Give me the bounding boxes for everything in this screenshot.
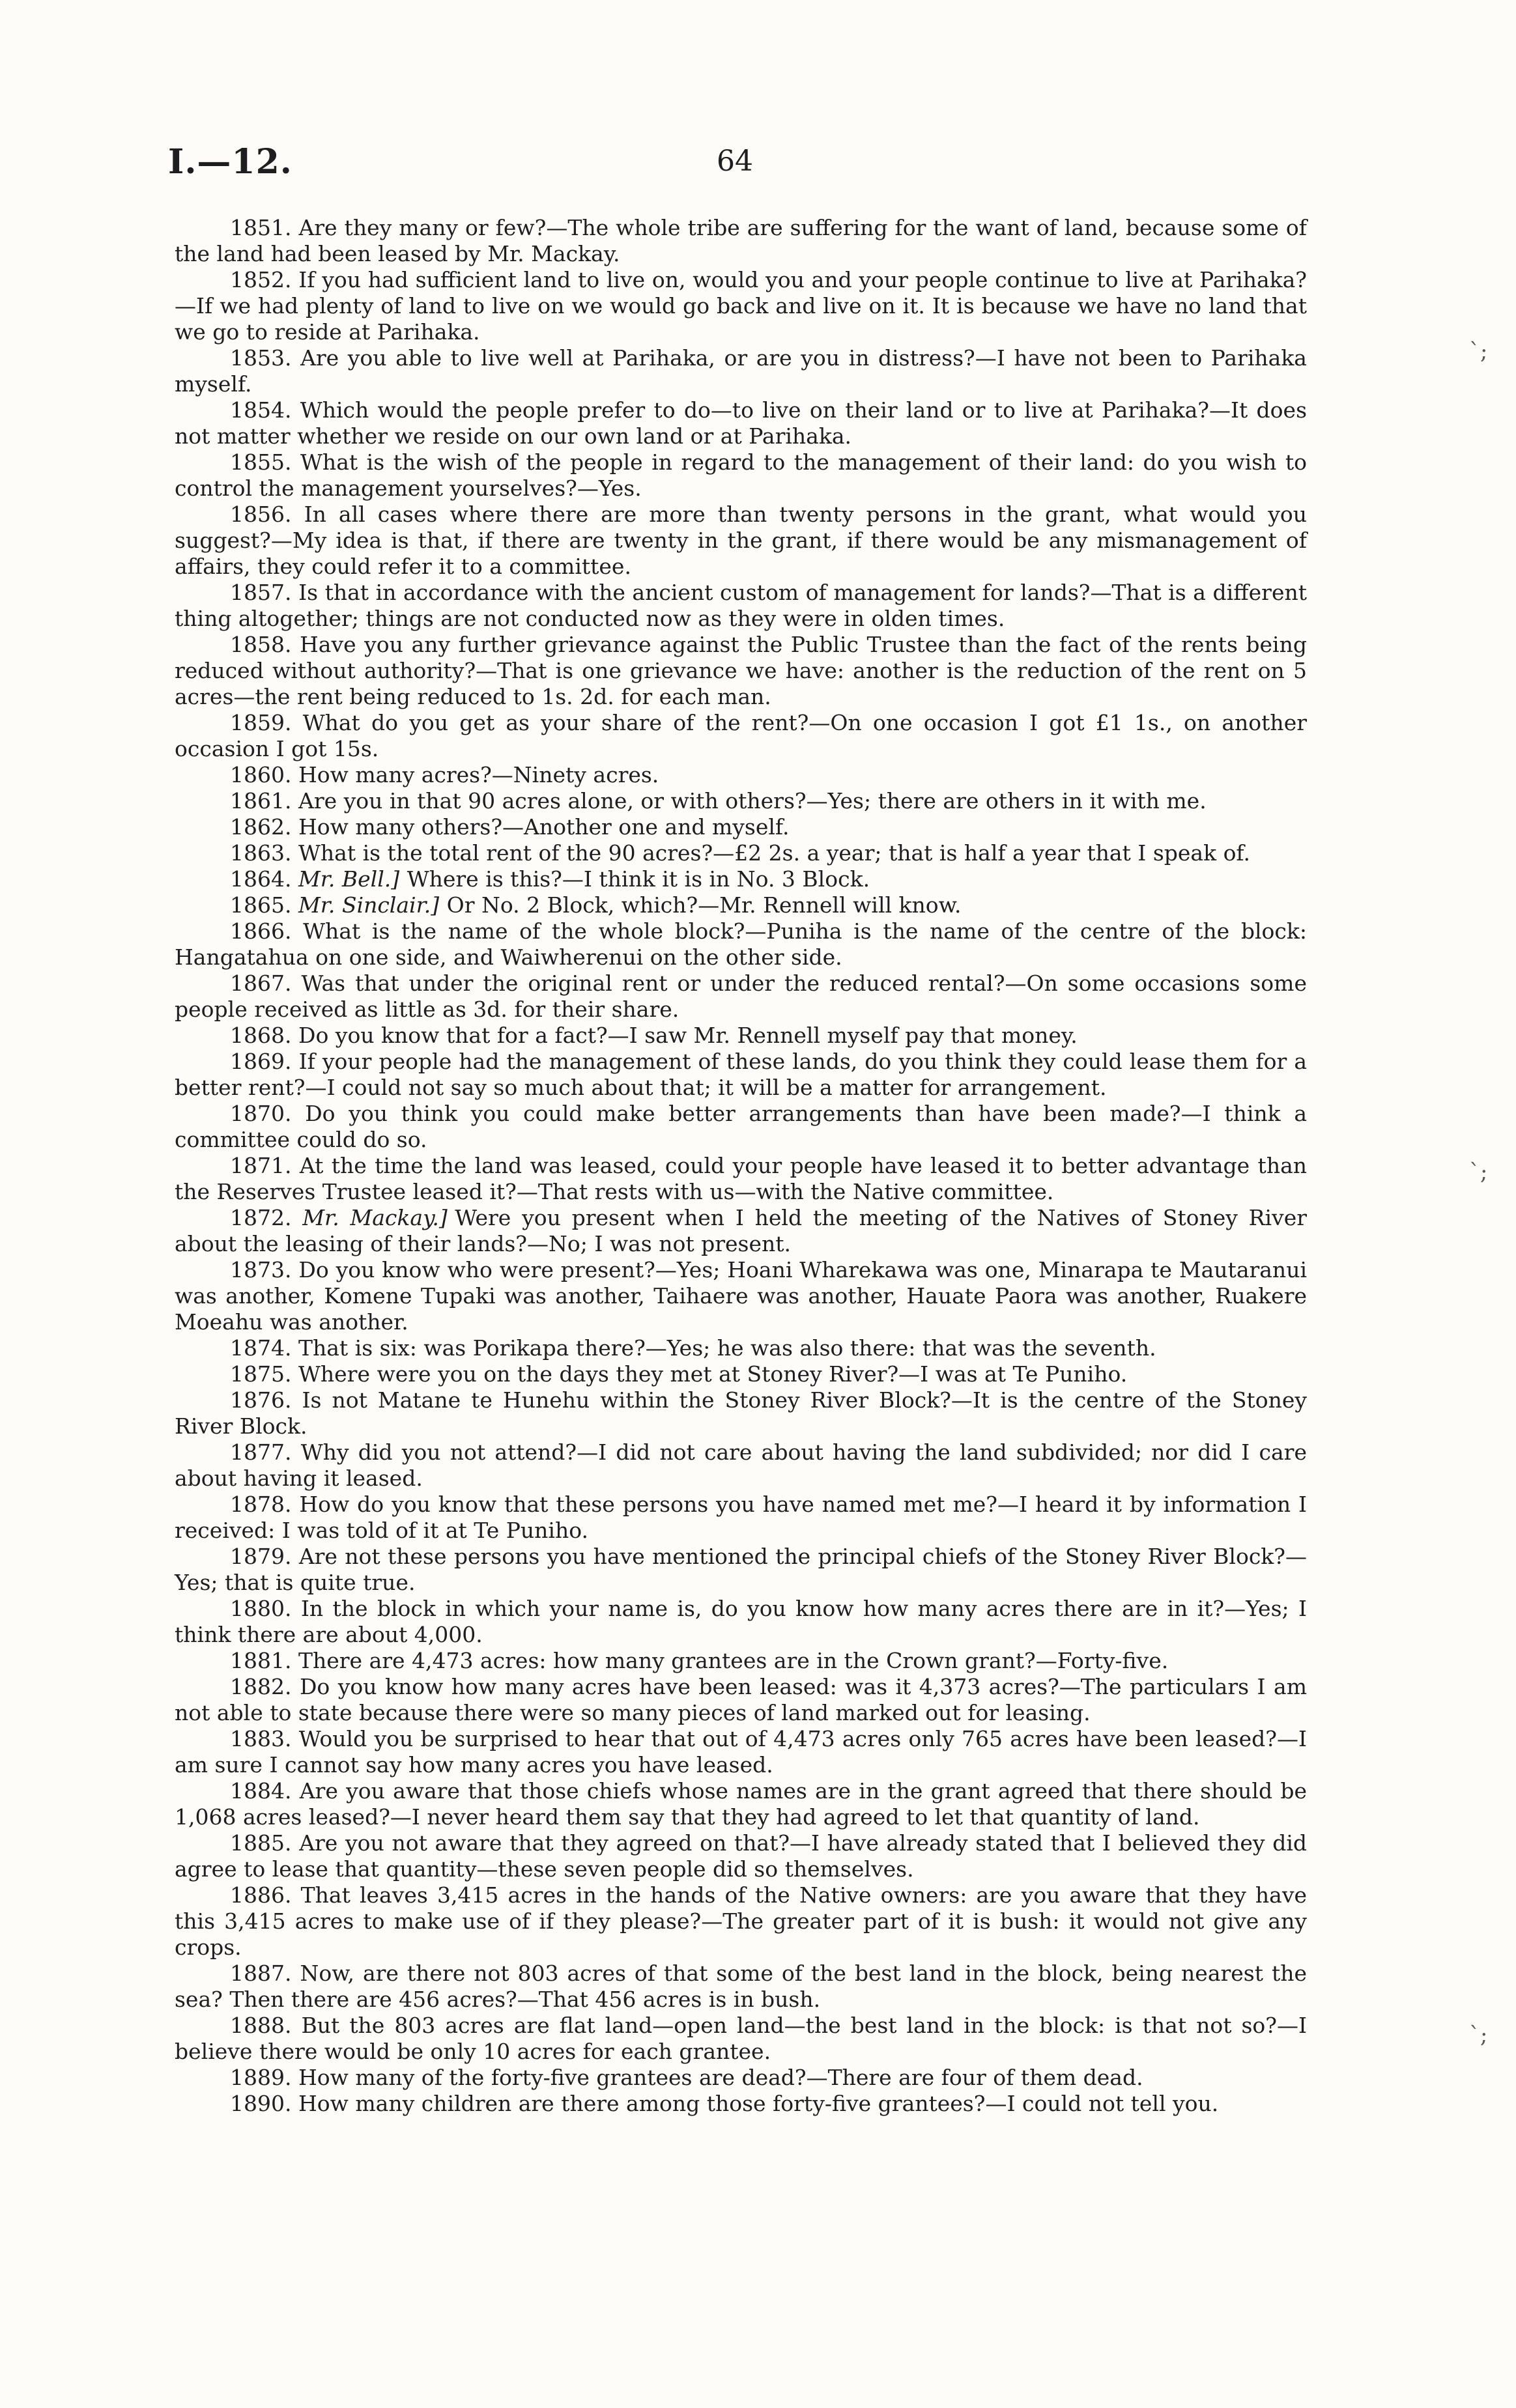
- testimony-item: [175, 267, 1307, 345]
- question-number: 1874.: [230, 1335, 292, 1361]
- question-answer-text: Or No. 2 Block, which?—Mr. Rennell will know.: [446, 892, 962, 918]
- question-number: 1888.: [230, 2013, 292, 2038]
- question-number: 1864.: [230, 866, 292, 892]
- question-number: 1852.: [230, 267, 292, 292]
- question-answer-text: Now, are there not 803 acres of that some of the best land in the block, being nearest the sea? Then there are 456 acres?—That 456 acres is in bush.: [175, 1961, 1307, 2012]
- question-answer-text: Are you able to live well at Parihaka, or are you in distress?—I have not been to Parihaka myself.: [175, 345, 1307, 397]
- question-answer-text: What do you get as your share of the rent?—On one occasion I got £1 1s., on another occasion I got 15s.: [175, 710, 1307, 761]
- question-answer-text: Which would the people prefer to do—to live on their land or to live at Parihaka?—It does not matter whether we reside on our own land or at Parihaka.: [175, 397, 1307, 449]
- testimony-item: [175, 710, 1307, 762]
- testimony-item: [175, 1961, 1307, 2013]
- question-answer-text: Have you any further grievance against the Public Trustee than the fact of the rents being reduced without authority?—That is one grievance we have: another is the reduction of the rent on 5 acres—the rent being reduced to 1s. 2d. for each man.: [175, 632, 1307, 709]
- testimony-item: [175, 1830, 1307, 1882]
- question-number: 1880.: [230, 1596, 292, 1621]
- question-answer-text: Where were you on the days they met at Stoney River?—I was at Te Puniho.: [298, 1361, 1128, 1387]
- question-answer-text: Do you know how many acres have been leased: was it 4,373 acres?—The particulars I am not able to state because there were so many pieces of land marked out for leasing.: [175, 1674, 1307, 1725]
- question-number: 1871.: [230, 1153, 292, 1178]
- testimony-item: [175, 1439, 1307, 1492]
- question-answer-text: Are they many or few?—The whole tribe are suffering for the want of land, because some of the land had been leased by Mr. Mackay.: [175, 215, 1307, 266]
- margin-mark: ˋ;: [1469, 2022, 1488, 2048]
- question-number: 1863.: [230, 840, 292, 866]
- testimony-item: [175, 1153, 1307, 1205]
- testimony-item: [175, 345, 1307, 397]
- question-answer-text: What is the name of the whole block?—Puniha is the name of the centre of the block: Hangatahua on one side, and Waiwherenui on the other side.: [175, 918, 1307, 970]
- question-answer-text: Were you present when I held the meeting of the Natives of Stoney River about the leasing of their lands?—No; I was not present.: [175, 1205, 1307, 1256]
- testimony-item: [175, 866, 1307, 892]
- question-number: 1873.: [230, 1257, 292, 1282]
- testimony-item: [175, 449, 1307, 502]
- testimony-item: [175, 1257, 1307, 1335]
- margin-mark: ˋ;: [1469, 1159, 1488, 1185]
- question-answer-text: Do you know who were present?—Yes; Hoani Wharekawa was one, Minarapa te Mautaranui was another, Komene Tupaki was another, Taihaere was another, Hauate Paora was another, Ruakere Moeahu was another.: [175, 1257, 1307, 1335]
- question-answer-text: Are you in that 90 acres alone, or with others?—Yes; there are others in it with me.: [298, 788, 1207, 814]
- speaker-label: Mr. Bell.]: [298, 866, 400, 892]
- testimony-item: [175, 1596, 1307, 1648]
- question-number: 1861.: [230, 788, 292, 814]
- testimony-item: [175, 502, 1307, 580]
- question-number: 1858.: [230, 632, 292, 657]
- testimony-item: [175, 2065, 1307, 2091]
- testimony-item: [175, 1726, 1307, 1778]
- testimony-item: [175, 2091, 1307, 2117]
- question-answer-text: Where is this?—I think it is in No. 3 Block.: [407, 866, 870, 892]
- question-number: 1882.: [230, 1674, 292, 1699]
- margin-mark: ˋ;: [1469, 339, 1488, 365]
- page-number: 64: [717, 145, 753, 178]
- testimony-item: [175, 1023, 1307, 1049]
- testimony-item: [175, 1544, 1307, 1596]
- question-answer-text: If you had sufficient land to live on, would you and your people continue to live at Parihaka?—If we had plenty of land to live on we would go back and live on it. It is because we have no land that we go to reside at Parihaka.: [175, 267, 1307, 345]
- question-number: 1881.: [230, 1648, 292, 1673]
- testimony-item: [175, 788, 1307, 814]
- question-answer-text: What is the wish of the people in regard to the management of their land: do you wish to control the management yourselves?—Yes.: [175, 449, 1307, 501]
- testimony-item: [175, 397, 1307, 449]
- question-number: 1867.: [230, 970, 292, 996]
- question-number: 1875.: [230, 1361, 292, 1387]
- testimony-item: [175, 762, 1307, 788]
- question-answer-text: Do you think you could make better arrangements than have been made?—I think a committee could do so.: [175, 1101, 1307, 1152]
- page-header: [168, 142, 1309, 188]
- question-number: 1859.: [230, 710, 292, 735]
- testimony-item: [175, 970, 1307, 1023]
- testimony-item: [175, 632, 1307, 710]
- question-number: 1889.: [230, 2065, 292, 2090]
- testimony-item: [175, 2013, 1307, 2065]
- speaker-label: Mr. Mackay.]: [302, 1205, 448, 1230]
- question-answer-text: That is six: was Porikapa there?—Yes; he was also there: that was the seventh.: [298, 1335, 1156, 1361]
- testimony-item: [175, 1361, 1307, 1387]
- testimony-item: [175, 1778, 1307, 1830]
- question-answer-text: How many acres?—Ninety acres.: [298, 762, 659, 787]
- question-number: 1857.: [230, 580, 292, 605]
- question-answer-text: Is not Matane te Hunehu within the Stoney River Block?—It is the centre of the Stoney River Block.: [175, 1387, 1307, 1439]
- testimony-item: [175, 580, 1307, 632]
- question-number: 1877.: [230, 1439, 292, 1465]
- question-answer-text: How many children are there among those forty-five grantees?—I could not tell you.: [298, 2091, 1219, 2116]
- question-answer-text: Why did you not attend?—I did not care about having the land subdivided; nor did I care about having it leased.: [175, 1439, 1307, 1491]
- question-answer-text: Are you aware that those chiefs whose names are in the grant agreed that there should be 1,068 acres leased?—I never heard them say that they had agreed to let that quantity of land.: [175, 1778, 1307, 1830]
- question-answer-text: If your people had the management of these lands, do you think they could lease them for a better rent?—I could not say so much about that; it will be a matter for arrangement.: [175, 1049, 1307, 1100]
- question-number: 1878.: [230, 1492, 292, 1517]
- question-answer-text: Would you be surprised to hear that out of 4,473 acres only 765 acres have been leased?—I am sure I cannot say how many acres you have leased.: [175, 1726, 1307, 1778]
- document-id: I.—12.: [168, 142, 293, 182]
- question-number: 1851.: [230, 215, 292, 240]
- question-answer-text: There are 4,473 acres: how many grantees are in the Crown grant?—Forty-five.: [298, 1648, 1169, 1673]
- question-number: 1868.: [230, 1023, 292, 1048]
- question-answer-text: Do you know that for a fact?—I saw Mr. Rennell myself pay that money.: [298, 1023, 1078, 1048]
- testimony-item: [175, 1205, 1307, 1257]
- question-answer-text: Are not these persons you have mentioned the principal chiefs of the Stoney River Block?—Yes; that is quite true.: [175, 1544, 1308, 1595]
- testimony-item: [175, 1049, 1307, 1101]
- question-number: 1854.: [230, 397, 292, 423]
- question-number: 1879.: [230, 1544, 292, 1569]
- testimony-item: [175, 1648, 1307, 1674]
- testimony-body: [175, 215, 1307, 2117]
- question-number: 1860.: [230, 762, 292, 787]
- question-answer-text: Are you not aware that they agreed on that?—I have already stated that I believed they did agree to lease that quantity—these seven people did so themselves.: [175, 1830, 1307, 1882]
- testimony-item: [175, 1101, 1307, 1153]
- question-number: 1886.: [230, 1882, 292, 1908]
- question-answer-text: What is the total rent of the 90 acres?—£2 2s. a year; that is half a year that I speak of.: [298, 840, 1250, 866]
- speaker-label: Mr. Sinclair.]: [298, 892, 440, 918]
- question-number: 1866.: [230, 918, 292, 944]
- question-answer-text: At the time the land was leased, could your people have leased it to better advantage than the Reserves Trustee leased it?—That rests with us—with the Native committee.: [175, 1153, 1307, 1204]
- question-number: 1855.: [230, 449, 292, 475]
- testimony-item: [175, 1882, 1307, 1961]
- question-number: 1883.: [230, 1726, 292, 1751]
- testimony-item: [175, 1492, 1307, 1544]
- question-answer-text: In the block in which your name is, do you know how many acres there are in it?—Yes; I think there are about 4,000.: [175, 1596, 1307, 1647]
- testimony-item: [175, 1674, 1307, 1726]
- question-number: 1876.: [230, 1387, 292, 1413]
- question-answer-text: How many others?—Another one and myself.: [298, 814, 790, 840]
- testimony-item: [175, 814, 1307, 840]
- testimony-item: [175, 1387, 1307, 1439]
- question-answer-text: How many of the forty-five grantees are dead?—There are four of them dead.: [298, 2065, 1143, 2090]
- question-answer-text: How do you know that these persons you have named met me?—I heard it by information I received: I was told of it at Te Puniho.: [175, 1492, 1308, 1543]
- testimony-item: [175, 1335, 1307, 1361]
- question-number: 1872.: [230, 1205, 292, 1230]
- question-number: 1870.: [230, 1101, 292, 1126]
- question-number: 1885.: [230, 1830, 292, 1856]
- question-number: 1862.: [230, 814, 292, 840]
- testimony-item: [175, 840, 1307, 866]
- question-answer-text: Is that in accordance with the ancient custom of management for lands?—That is a different thing altogether; things are not conducted now as they were in olden times.: [175, 580, 1307, 631]
- question-number: 1853.: [230, 345, 292, 371]
- question-answer-text: That leaves 3,415 acres in the hands of the Native owners: are you aware that they have this 3,415 acres to make use of if they please?—The greater part of it is bush: it would not give any crops.: [175, 1882, 1307, 1960]
- question-number: 1887.: [230, 1961, 292, 1986]
- question-answer-text: In all cases where there are more than twenty persons in the grant, what would you suggest?—My idea is that, if there are twenty in the grant, if there would be any mismanagement of affairs, they could refer it to a committee.: [175, 502, 1307, 579]
- question-number: 1869.: [230, 1049, 292, 1074]
- question-answer-text: But the 803 acres are flat land—open land—the best land in the block: is that not so?—I believe there would be only 10 acres for each grantee.: [175, 2013, 1307, 2064]
- question-number: 1865.: [230, 892, 292, 918]
- testimony-item: [175, 918, 1307, 970]
- question-number: 1856.: [230, 502, 292, 527]
- testimony-item: [175, 215, 1307, 267]
- question-answer-text: Was that under the original rent or under the reduced rental?—On some occasions some people received as little as 3d. for their share.: [175, 970, 1307, 1022]
- question-number: 1884.: [230, 1778, 292, 1804]
- question-number: 1890.: [230, 2091, 292, 2116]
- testimony-item: [175, 892, 1307, 918]
